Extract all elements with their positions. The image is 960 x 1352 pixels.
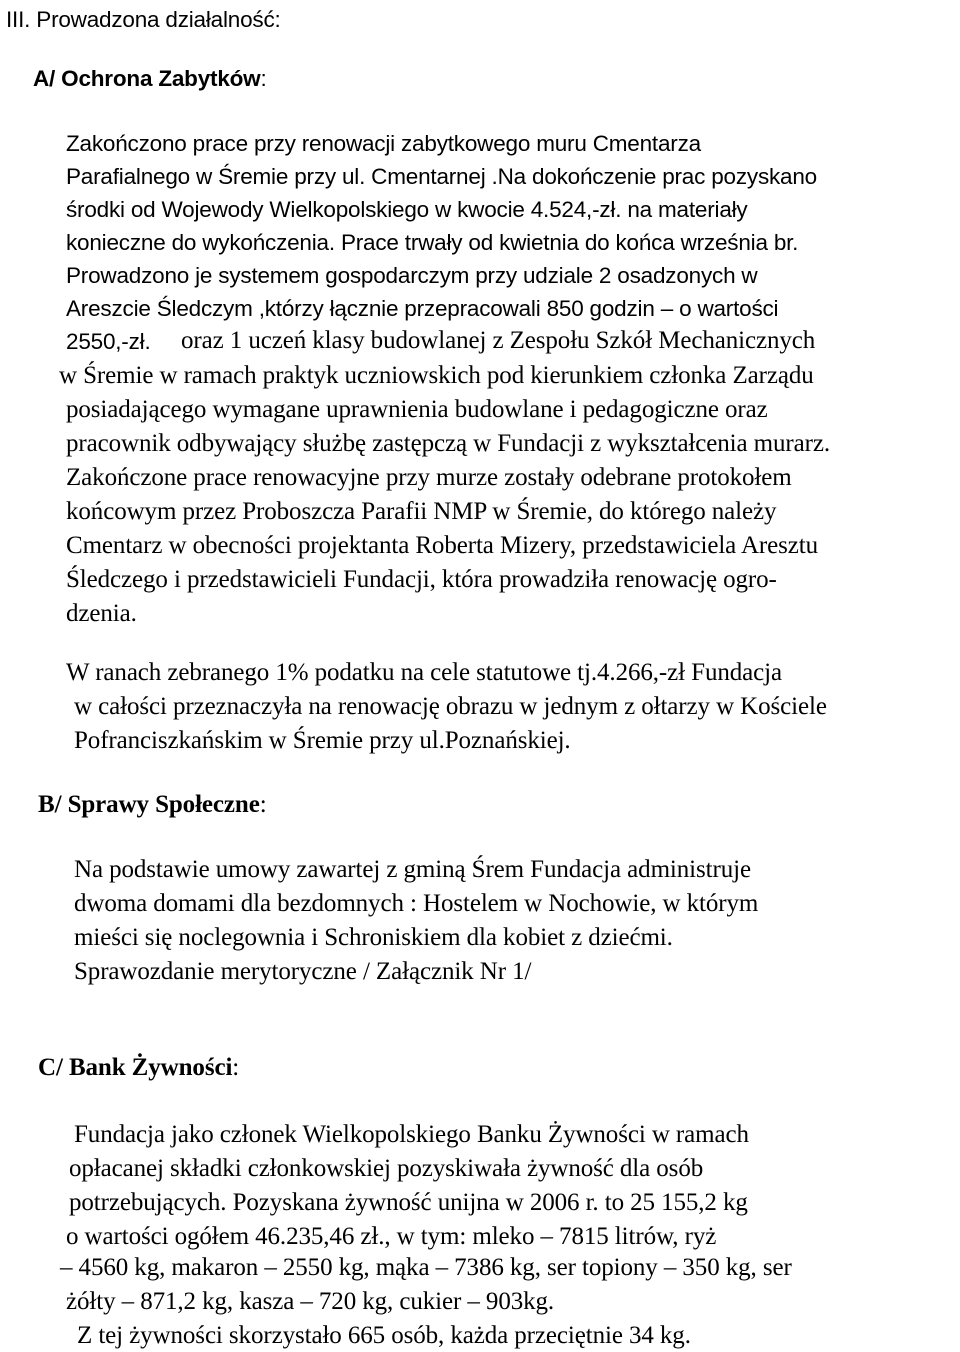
section-c-line: potrzebujących. Pozyskana żywność unijna w 2006 r. to 25 155,2 kg [69,1189,748,1216]
section-b-heading: B/ Sprawy Społeczne [38,791,260,818]
section-b-line: dwoma domami dla bezdomnych : Hostelem w Nochowie, w którym [74,890,759,917]
section-a-line: końcowym przez Proboszcza Parafii NMP w Śremie, do którego należy [66,498,777,525]
section-a-line: Cmentarz w obecności projektanta Roberta Mizery, przedstawiciela Aresztu [66,532,818,559]
section-b-line: Na podstawie umowy zawartej z gminą Śrem Fundacja administruje [74,856,751,883]
section-b-line: mieści się noclegownia i Schroniskiem dla kobiet z dziećmi. [74,924,673,951]
section-a-line: w Śremie w ramach praktyk uczniowskich pod kierunkiem członka Zarządu [59,362,814,389]
section-c-line: o wartości ogółem 46.235,46 zł., w tym: mleko – 7815 litrów, ryż [66,1223,717,1250]
section-c-line: – 4560 kg, makaron – 2550 kg, mąka – 7386 kg, ser topiony – 350 kg, ser [60,1254,792,1281]
section-a-line: Śledczego i przedstawicieli Fundacji, która prowadziła renowację ogro- [66,566,777,593]
section-c-heading-line [38,1052,239,1084]
section-a-line: posiadającego wymagane uprawnienia budowlane i pedagogiczne oraz [66,396,768,423]
section-title: III. Prowadzona działalność: [6,7,281,32]
section-a-line: pracownik odbywający służbę zastępczą w Fundacji z wykształcenia murarz. [66,430,831,457]
donation-line: Pofranciszkańskim w Śremie przy ul.Poznańskiej. [74,727,571,754]
section-b-heading-line [38,789,267,821]
section-a-line: Zakończone prace renowacyjne przy murze zostały odebrane protokołem [66,464,792,491]
section-c-colon: : [232,1054,240,1081]
section-a-line: środki od Wojewody Wielkopolskiego w kwocie 4.524,-zł. na materiały [66,197,748,222]
section-a-colon: : [260,66,267,91]
section-c-line: Z tej żywności skorzystało 665 osób, każda przeciętnie 34 kg. [77,1322,691,1349]
section-a-line: Prowadzono je systemem gospodarczym przy udziale 2 osadzonych w [66,263,758,288]
section-a-heading: A/ Ochrona Zabytków [33,66,261,91]
section-c-heading: C/ Bank Żywności [38,1054,233,1081]
section-a-line: 2550,-zł. [66,329,151,354]
section-a-line: dzenia. [66,600,137,627]
section-c-line: opłacanej składki członkowskiej pozyskiwała żywność dla osób [69,1155,704,1182]
section-a-line: oraz 1 uczeń klasy budowlanej z Zespołu Szkół Mechanicznych [181,327,816,354]
section-c-line: Fundacja jako członek Wielkopolskiego Banku Żywności w ramach [74,1121,749,1148]
section-a-line: Zakończono prace przy renowacji zabytkowego muru Cmentarza [66,131,701,156]
section-b-line: Sprawozdanie merytoryczne / Załącznik Nr 1/ [74,958,532,985]
section-a-line: konieczne do wykończenia. Prace trwały od kwietnia do końca września br. [66,230,799,255]
donation-line: W ranach zebranego 1% podatku na cele statutowe tj.4.266,-zł Fundacja [66,659,782,686]
section-a-line: Areszcie Śledczym ,którzy łącznie przepracowali 850 godzin – o wartości [66,296,779,321]
section-a-line: Parafialnego w Śremie przy ul. Cmentarnej .Na dokończenie prac pozyskano [66,164,817,189]
donation-line: w całości przeznaczyła na renowację obrazu w jednym z ołtarzy w Kościele [74,693,827,720]
section-b-colon: : [259,791,267,818]
section-c-line: żółty – 871,2 kg, kasza – 720 kg, cukier – 903kg. [66,1288,555,1315]
section-a-heading-line [33,63,267,95]
